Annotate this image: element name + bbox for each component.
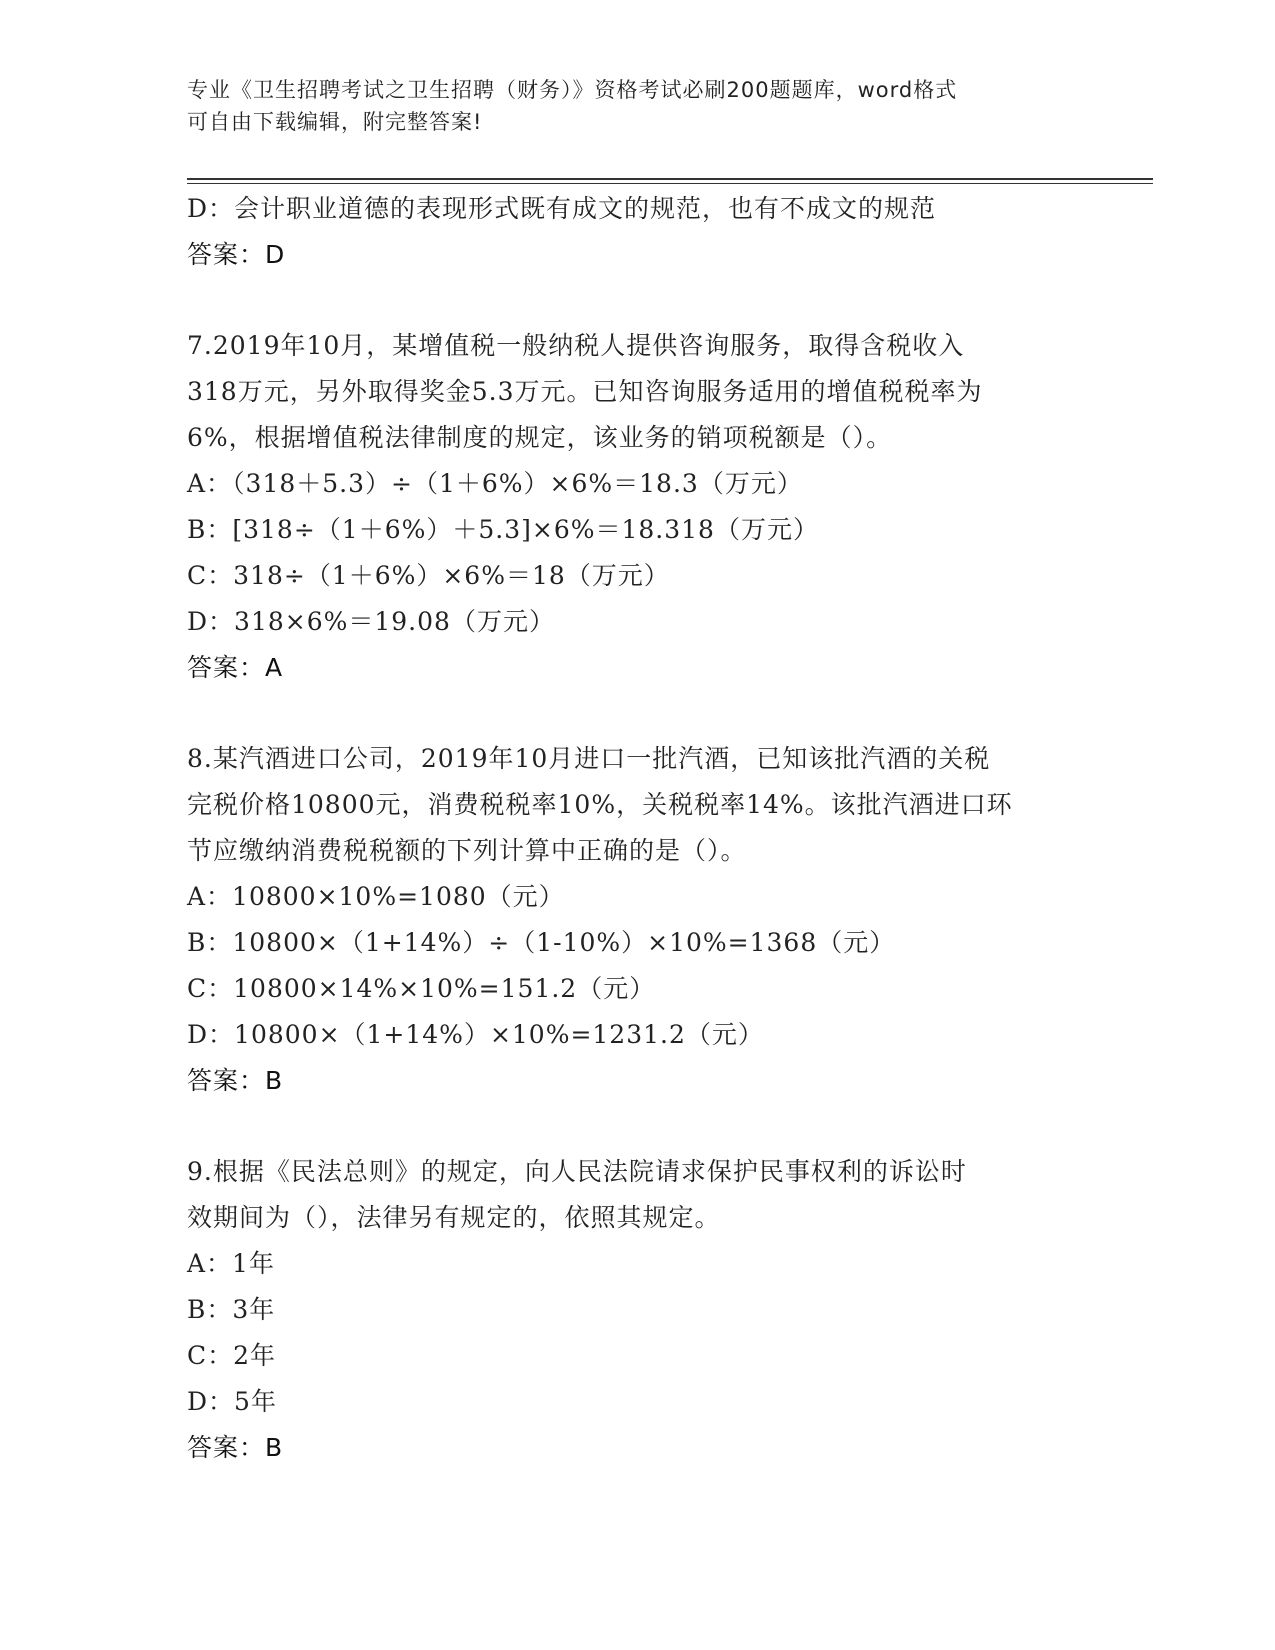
- document-header: [187, 74, 1067, 138]
- question-stem-line: 9.根据《民法总则》的规定，向人民法院请求保护民事权利的诉讼时: [187, 1157, 967, 1186]
- answer: 答案：B: [187, 1433, 284, 1462]
- option-a: A：1年: [187, 1249, 275, 1278]
- header-line-2: 可自由下载编辑，附完整答案!: [187, 110, 483, 134]
- option-c: C：318÷（1＋6%）×6%＝18（万元）: [187, 561, 670, 590]
- question-stem-line: 8.某汽酒进口公司，2019年10月进口一批汽酒，已知该批汽酒的关税: [187, 744, 991, 773]
- question-stem-line: 效期间为（），法律另有规定的，依照其规定。: [187, 1203, 721, 1232]
- question-stem-line: 7.2019年10月，某增值税一般纳税人提供咨询服务，取得含税收入: [187, 331, 965, 360]
- question-stem-line: 318万元，另外取得奖金5.3万元。已知咨询服务适用的增值税税率为: [187, 377, 983, 406]
- header-line-1: 专业《卫生招聘考试之卫生招聘（财务）》资格考试必刷200题题库，word格式: [187, 78, 958, 102]
- question-stem-line: 节应缴纳消费税税额的下列计算中正确的是（）。: [187, 836, 747, 865]
- option-d: D：5年: [187, 1387, 277, 1416]
- prev-option-d: D：会计职业道德的表现形式既有成文的规范，也有不成文的规范: [187, 194, 937, 223]
- question-7: [187, 323, 1087, 691]
- answer: 答案：B: [187, 1066, 284, 1095]
- option-b: B：3年: [187, 1295, 276, 1324]
- prev-answer: 答案：D: [187, 240, 286, 269]
- option-b: B：[318÷（1＋6%）＋5.3]×6%＝18.318（万元）: [187, 515, 819, 544]
- option-c: C：10800×14%×10%=151.2（元）: [187, 974, 656, 1003]
- question-stem-line: 6%，根据增值税法律制度的规定，该业务的销项税额是（）。: [187, 423, 893, 452]
- header-rule-bottom: [187, 183, 1153, 184]
- option-d: D：10800×（1+14%）×10%=1231.2（元）: [187, 1020, 764, 1049]
- answer: 答案：A: [187, 653, 284, 682]
- option-a: A：（318＋5.3）÷（1＋6%）×6%＝18.3（万元）: [187, 469, 803, 498]
- header-rule-top: [187, 178, 1153, 180]
- question-8: [187, 736, 1087, 1104]
- option-c: C：2年: [187, 1341, 277, 1370]
- question-9: [187, 1149, 1087, 1471]
- option-d: D：318×6%＝19.08（万元）: [187, 607, 555, 636]
- option-b: B：10800×（1+14%）÷（1-10%）×10%=1368（元）: [187, 928, 896, 957]
- question-stem-line: 完税价格10800元，消费税税率10%，关税税率14%。该批汽酒进口环: [187, 790, 1013, 819]
- option-a: A：10800×10%=1080（元）: [187, 882, 565, 911]
- document-body: [187, 186, 1087, 1471]
